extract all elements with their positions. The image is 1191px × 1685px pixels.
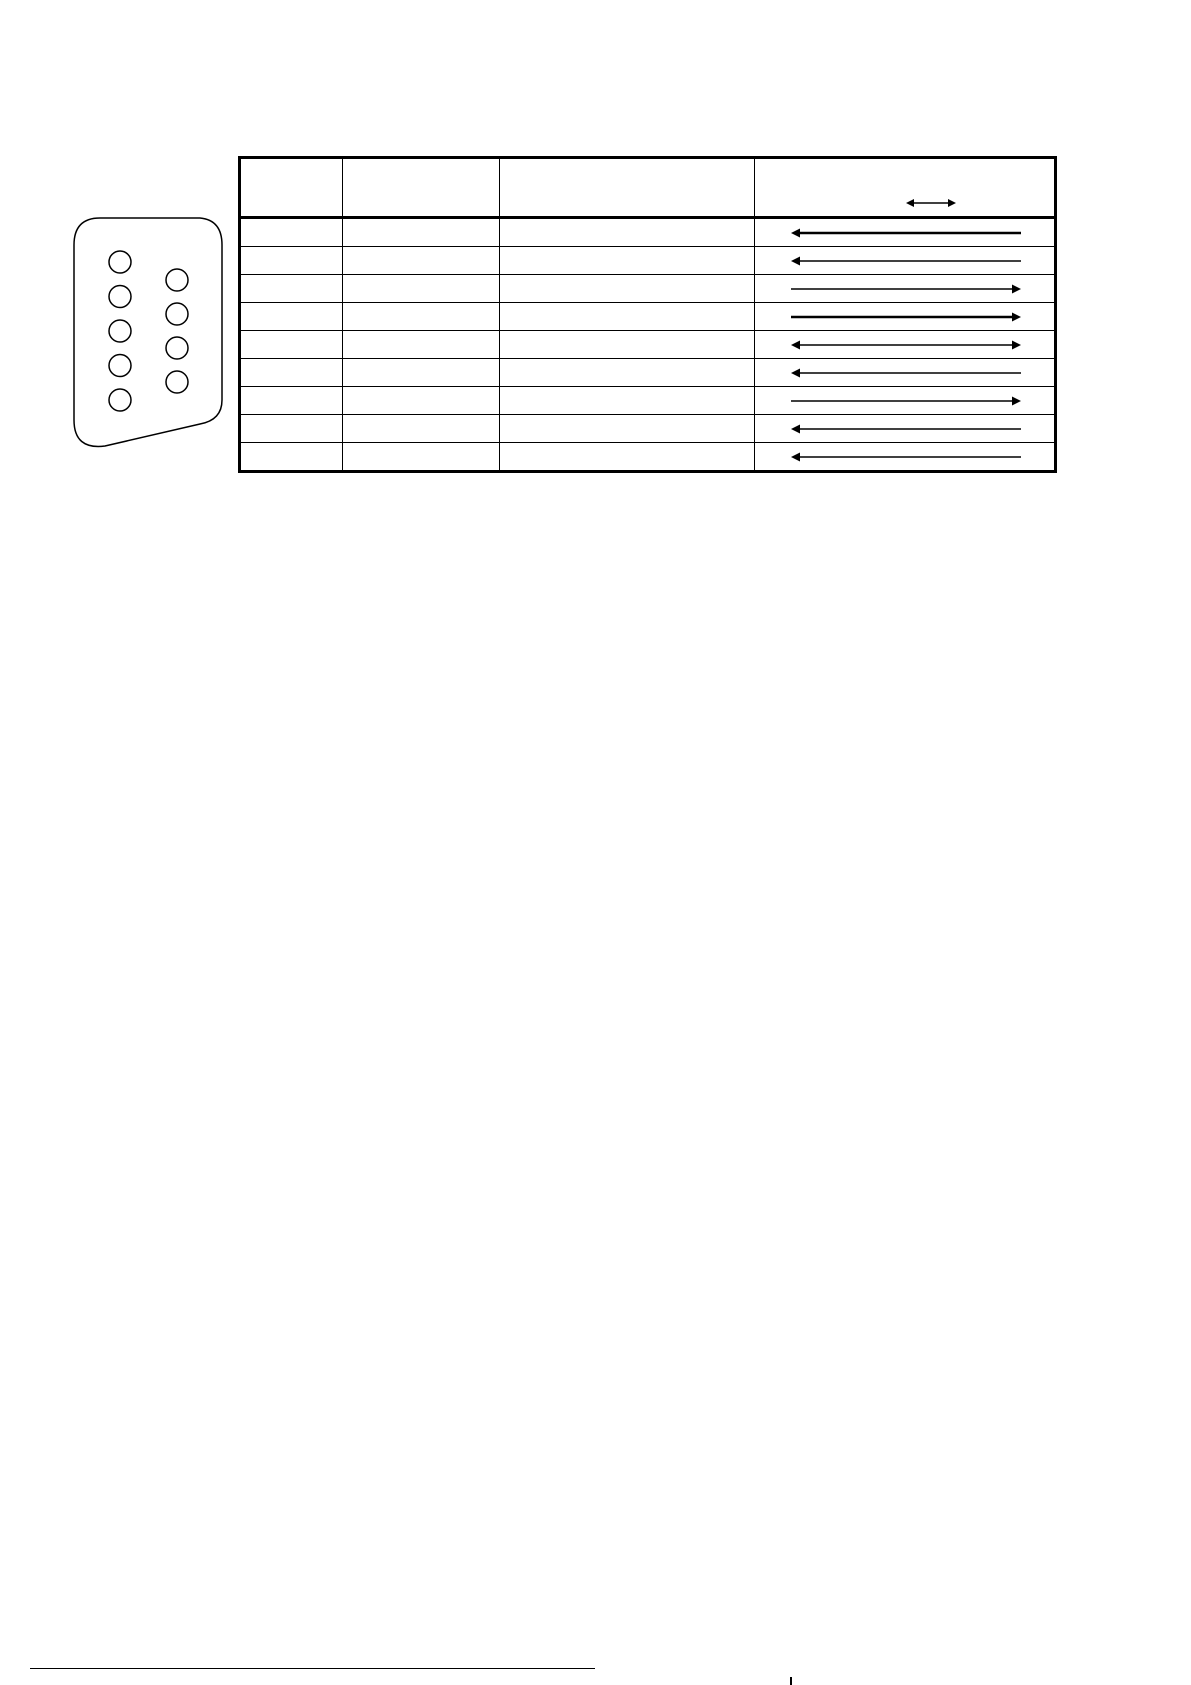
pin-cell <box>240 359 343 387</box>
table-row <box>240 415 1056 443</box>
pin-cell <box>240 275 343 303</box>
pin-circle <box>166 371 188 393</box>
signal-cell <box>343 303 500 331</box>
direction-arrow-icon <box>755 303 1055 330</box>
direction-arrow-icon <box>755 219 1055 246</box>
table-row <box>240 387 1056 415</box>
direction-arrow-icon <box>755 247 1055 274</box>
signal-cell <box>343 387 500 415</box>
direction-cell <box>755 387 1056 415</box>
pin-circle <box>109 251 131 273</box>
signal-cell <box>343 359 500 387</box>
direction-cell <box>755 443 1056 472</box>
direction-cell <box>755 415 1056 443</box>
direction-cell <box>755 247 1056 275</box>
description-cell <box>500 415 755 443</box>
pin-cell <box>240 415 343 443</box>
table-row <box>240 303 1056 331</box>
direction-arrow-icon <box>755 359 1055 386</box>
direction-cell <box>755 218 1056 247</box>
header-signal-column <box>343 158 500 218</box>
pin-circle <box>109 389 131 411</box>
db9-connector-diagram <box>0 0 240 460</box>
pin-cell <box>240 218 343 247</box>
pin-circle <box>109 286 131 308</box>
pin-column-right <box>166 269 188 393</box>
direction-cell <box>755 331 1056 359</box>
table-row <box>240 359 1056 387</box>
description-cell <box>500 359 755 387</box>
footer-rule <box>30 1668 595 1669</box>
connector-shell-outline <box>74 218 222 446</box>
pin-cell <box>240 247 343 275</box>
signal-cell <box>343 275 500 303</box>
bidirectional-arrow-icon <box>906 197 956 209</box>
table-row <box>240 331 1056 359</box>
direction-arrow-icon <box>755 275 1055 302</box>
description-cell <box>500 387 755 415</box>
pin-circle <box>109 320 131 342</box>
signal-cell <box>343 443 500 472</box>
signal-cell <box>343 218 500 247</box>
pin-circle <box>166 303 188 325</box>
direction-cell <box>755 275 1056 303</box>
direction-arrow-icon <box>755 387 1055 414</box>
pin-cell <box>240 443 343 472</box>
header-description-column <box>500 158 755 218</box>
signal-cell <box>343 331 500 359</box>
pin-cell <box>240 303 343 331</box>
table-header-row <box>240 158 1056 218</box>
pin-cell <box>240 387 343 415</box>
description-cell <box>500 218 755 247</box>
pin-circle <box>166 337 188 359</box>
description-cell <box>500 443 755 472</box>
pin-circle <box>109 355 131 377</box>
table-row <box>240 443 1056 472</box>
table-row <box>240 247 1056 275</box>
direction-arrow-icon <box>755 443 1055 470</box>
description-cell <box>500 331 755 359</box>
direction-cell <box>755 303 1056 331</box>
signal-cell <box>343 247 500 275</box>
header-direction-column <box>755 158 1056 218</box>
direction-arrow-icon <box>755 415 1055 442</box>
header-pin-column <box>240 158 343 218</box>
footer-mark <box>790 1677 792 1685</box>
description-cell <box>500 275 755 303</box>
direction-arrow-icon <box>755 331 1055 358</box>
description-cell <box>500 303 755 331</box>
table-row <box>240 218 1056 247</box>
signal-cell <box>343 415 500 443</box>
description-cell <box>500 247 755 275</box>
direction-cell <box>755 359 1056 387</box>
pin-column-left <box>109 251 131 411</box>
table-row <box>240 275 1056 303</box>
pin-cell <box>240 331 343 359</box>
pin-circle <box>166 269 188 291</box>
pin-assignment-table <box>238 156 1057 473</box>
